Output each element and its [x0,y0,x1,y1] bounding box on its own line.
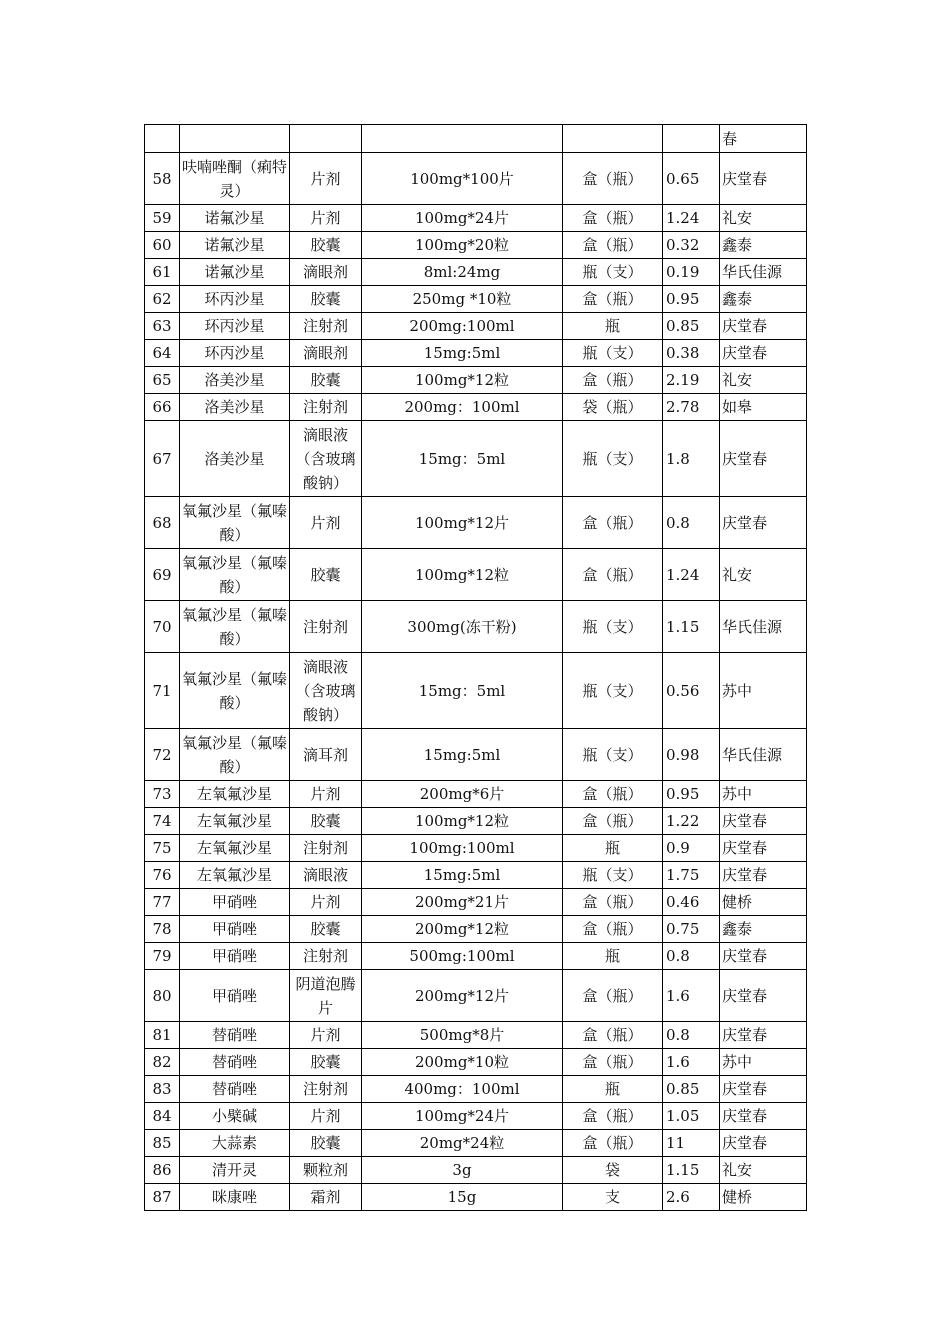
drug-name-cell: 诺氟沙星 [180,232,290,259]
package-unit-cell: 瓶（支） [563,259,663,286]
row-number-cell: 87 [145,1184,180,1211]
dosage-form-cell: 滴眼液 [290,862,362,889]
specification-cell: 100mg*20粒 [362,232,563,259]
row-number-cell: 65 [145,367,180,394]
dosage-form-cell: 胶囊 [290,286,362,313]
unit-price-cell: 1.05 [663,1103,720,1130]
manufacturer-cell: 礼安 [720,205,807,232]
manufacturer-cell: 鑫泰 [720,232,807,259]
package-unit-cell: 盒（瓶） [563,367,663,394]
specification-cell: 15mg:5ml [362,340,563,367]
drug-name-cell: 呋喃唑酮（痢特灵） [180,153,290,205]
specification-cell: 200mg：100ml [362,394,563,421]
drug-name-cell: 氧氟沙星（氟嗪酸） [180,729,290,781]
manufacturer-cell: 礼安 [720,549,807,601]
manufacturer-cell: 庆堂春 [720,970,807,1022]
row-number-cell: 72 [145,729,180,781]
row-number-cell: 85 [145,1130,180,1157]
dosage-form-cell: 注射剂 [290,943,362,970]
manufacturer-cell: 庆堂春 [720,835,807,862]
table-row [145,259,807,286]
unit-price-cell: 2.78 [663,394,720,421]
unit-price-cell: 0.65 [663,153,720,205]
unit-price-cell: 2.19 [663,367,720,394]
row-number-cell: 58 [145,153,180,205]
drug-price-table [144,124,807,1211]
specification-cell: 15mg：5ml [362,421,563,497]
unit-price-cell: 0.75 [663,916,720,943]
drug-name-cell: 环丙沙星 [180,340,290,367]
unit-price-cell: 11 [663,1130,720,1157]
table-row [145,340,807,367]
package-unit-cell: 袋 [563,1157,663,1184]
package-unit-cell: 瓶 [563,313,663,340]
package-unit-cell: 盒（瓶） [563,1022,663,1049]
specification-cell: 500mg:100ml [362,943,563,970]
row-number-cell: 63 [145,313,180,340]
dosage-form-cell: 片剂 [290,497,362,549]
dosage-form-cell: 片剂 [290,153,362,205]
row-number-cell: 81 [145,1022,180,1049]
table-row [145,1022,807,1049]
unit-price-cell: 1.6 [663,1049,720,1076]
specification-cell: 200mg*12片 [362,970,563,1022]
row-number-cell: 70 [145,601,180,653]
unit-price-cell: 1.6 [663,970,720,1022]
specification-cell: 100mg*12片 [362,497,563,549]
drug-name-cell: 诺氟沙星 [180,259,290,286]
row-number-cell [145,125,180,153]
drug-name-cell: 大蒜素 [180,1130,290,1157]
specification-cell: 3g [362,1157,563,1184]
package-unit-cell [563,125,663,153]
specification-cell: 200mg*21片 [362,889,563,916]
dosage-form-cell: 注射剂 [290,1076,362,1103]
row-number-cell: 83 [145,1076,180,1103]
specification-cell: 250mg *10粒 [362,286,563,313]
table-row [145,1076,807,1103]
drug-name-cell: 洛美沙星 [180,367,290,394]
unit-price-cell: 2.6 [663,1184,720,1211]
specification-cell: 100mg*12粒 [362,549,563,601]
table-row [145,497,807,549]
manufacturer-cell: 礼安 [720,1157,807,1184]
dosage-form-cell: 滴眼液（含玻璃酸钠） [290,653,362,729]
unit-price-cell: 0.46 [663,889,720,916]
package-unit-cell: 瓶（支） [563,653,663,729]
unit-price-cell: 0.19 [663,259,720,286]
unit-price-cell: 1.15 [663,601,720,653]
table-row [145,781,807,808]
drug-name-cell: 左氧氟沙星 [180,808,290,835]
unit-price-cell: 0.32 [663,232,720,259]
dosage-form-cell: 霜剂 [290,1184,362,1211]
table-row [145,286,807,313]
unit-price-cell: 0.38 [663,340,720,367]
manufacturer-cell: 春 [720,125,807,153]
manufacturer-cell: 苏中 [720,781,807,808]
row-number-cell: 77 [145,889,180,916]
package-unit-cell: 瓶（支） [563,340,663,367]
package-unit-cell: 盒（瓶） [563,549,663,601]
package-unit-cell: 盒（瓶） [563,1103,663,1130]
specification-cell: 500mg*8片 [362,1022,563,1049]
manufacturer-cell: 苏中 [720,653,807,729]
specification-cell [362,125,563,153]
specification-cell: 15g [362,1184,563,1211]
row-number-cell: 68 [145,497,180,549]
dosage-form-cell: 胶囊 [290,549,362,601]
manufacturer-cell: 庆堂春 [720,1022,807,1049]
manufacturer-cell: 鑫泰 [720,916,807,943]
drug-name-cell: 甲硝唑 [180,889,290,916]
table-row [145,653,807,729]
specification-cell: 200mg*12粒 [362,916,563,943]
unit-price-cell: 0.8 [663,943,720,970]
unit-price-cell: 1.15 [663,1157,720,1184]
specification-cell: 100mg*24片 [362,205,563,232]
drug-name-cell: 左氧氟沙星 [180,835,290,862]
drug-name-cell: 左氧氟沙星 [180,862,290,889]
package-unit-cell: 盒（瓶） [563,1049,663,1076]
unit-price-cell: 0.95 [663,781,720,808]
drug-name-cell: 氧氟沙星（氟嗪酸） [180,601,290,653]
row-number-cell: 82 [145,1049,180,1076]
dosage-form-cell: 胶囊 [290,1049,362,1076]
dosage-form-cell [290,125,362,153]
unit-price-cell: 0.8 [663,497,720,549]
package-unit-cell: 瓶 [563,1076,663,1103]
table-row [145,1130,807,1157]
table-row [145,232,807,259]
drug-name-cell [180,125,290,153]
package-unit-cell: 袋（瓶） [563,394,663,421]
table-row [145,862,807,889]
dosage-form-cell: 片剂 [290,1022,362,1049]
manufacturer-cell: 庆堂春 [720,421,807,497]
dosage-form-cell: 注射剂 [290,313,362,340]
specification-cell: 200mg*10粒 [362,1049,563,1076]
specification-cell: 200mg:100ml [362,313,563,340]
table-row [145,549,807,601]
unit-price-cell: 1.24 [663,205,720,232]
specification-cell: 100mg*100片 [362,153,563,205]
row-number-cell: 76 [145,862,180,889]
table-row [145,367,807,394]
drug-name-cell: 氧氟沙星（氟嗪酸） [180,497,290,549]
table-row [145,729,807,781]
specification-cell: 100mg*24片 [362,1103,563,1130]
unit-price-cell: 1.24 [663,549,720,601]
row-number-cell: 59 [145,205,180,232]
manufacturer-cell: 鑫泰 [720,286,807,313]
package-unit-cell: 瓶（支） [563,862,663,889]
table-row [145,835,807,862]
drug-name-cell: 咪康唑 [180,1184,290,1211]
drug-name-cell: 环丙沙星 [180,313,290,340]
row-number-cell: 67 [145,421,180,497]
package-unit-cell: 盒（瓶） [563,286,663,313]
manufacturer-cell: 庆堂春 [720,1076,807,1103]
package-unit-cell: 盒（瓶） [563,153,663,205]
dosage-form-cell: 滴眼剂 [290,259,362,286]
manufacturer-cell: 庆堂春 [720,808,807,835]
table-row [145,601,807,653]
manufacturer-cell: 庆堂春 [720,943,807,970]
table-row [145,1157,807,1184]
manufacturer-cell: 庆堂春 [720,497,807,549]
row-number-cell: 79 [145,943,180,970]
dosage-form-cell: 片剂 [290,889,362,916]
package-unit-cell: 瓶（支） [563,421,663,497]
manufacturer-cell: 庆堂春 [720,1103,807,1130]
table-row [145,1184,807,1211]
drug-name-cell: 甲硝唑 [180,916,290,943]
row-number-cell: 62 [145,286,180,313]
package-unit-cell: 盒（瓶） [563,781,663,808]
table-row [145,313,807,340]
row-number-cell: 73 [145,781,180,808]
dosage-form-cell: 胶囊 [290,367,362,394]
dosage-form-cell: 注射剂 [290,835,362,862]
unit-price-cell: 0.85 [663,313,720,340]
unit-price-cell: 0.56 [663,653,720,729]
drug-name-cell: 环丙沙星 [180,286,290,313]
table-row [145,1049,807,1076]
unit-price-cell: 0.85 [663,1076,720,1103]
dosage-form-cell: 胶囊 [290,808,362,835]
manufacturer-cell: 健桥 [720,1184,807,1211]
specification-cell: 20mg*24粒 [362,1130,563,1157]
drug-name-cell: 替硝唑 [180,1076,290,1103]
package-unit-cell: 盒（瓶） [563,232,663,259]
package-unit-cell: 盒（瓶） [563,808,663,835]
unit-price-cell: 1.75 [663,862,720,889]
specification-cell: 15mg：5ml [362,653,563,729]
table-row [145,1103,807,1130]
manufacturer-cell: 礼安 [720,367,807,394]
unit-price-cell: 0.98 [663,729,720,781]
drug-name-cell: 替硝唑 [180,1049,290,1076]
dosage-form-cell: 颗粒剂 [290,1157,362,1184]
row-number-cell: 80 [145,970,180,1022]
manufacturer-cell: 华氏佳源 [720,259,807,286]
table-row [145,943,807,970]
unit-price-cell: 0.95 [663,286,720,313]
table-row [145,394,807,421]
table-row [145,153,807,205]
dosage-form-cell: 胶囊 [290,916,362,943]
dosage-form-cell: 片剂 [290,205,362,232]
specification-cell: 100mg:100ml [362,835,563,862]
dosage-form-cell: 片剂 [290,781,362,808]
table-row [145,808,807,835]
drug-name-cell: 左氧氟沙星 [180,781,290,808]
row-number-cell: 84 [145,1103,180,1130]
manufacturer-cell: 华氏佳源 [720,601,807,653]
table-row [145,889,807,916]
table-row [145,421,807,497]
drug-name-cell: 甲硝唑 [180,943,290,970]
manufacturer-cell: 庆堂春 [720,862,807,889]
unit-price-cell: 1.22 [663,808,720,835]
dosage-form-cell: 滴眼液（含玻璃酸钠） [290,421,362,497]
manufacturer-cell: 庆堂春 [720,1130,807,1157]
package-unit-cell: 支 [563,1184,663,1211]
unit-price-cell: 0.9 [663,835,720,862]
package-unit-cell: 盒（瓶） [563,970,663,1022]
package-unit-cell: 盒（瓶） [563,497,663,549]
unit-price-cell: 0.8 [663,1022,720,1049]
dosage-form-cell: 滴眼剂 [290,340,362,367]
specification-cell: 15mg:5ml [362,862,563,889]
specification-cell: 200mg*6片 [362,781,563,808]
dosage-form-cell: 滴耳剂 [290,729,362,781]
row-number-cell: 71 [145,653,180,729]
row-number-cell: 69 [145,549,180,601]
unit-price-cell: 1.8 [663,421,720,497]
package-unit-cell: 盒（瓶） [563,916,663,943]
package-unit-cell: 盒（瓶） [563,889,663,916]
specification-cell: 300mg(冻干粉) [362,601,563,653]
drug-name-cell: 替硝唑 [180,1022,290,1049]
dosage-form-cell: 阴道泡腾片 [290,970,362,1022]
drug-name-cell: 氧氟沙星（氟嗪酸） [180,653,290,729]
specification-cell: 15mg:5ml [362,729,563,781]
dosage-form-cell: 注射剂 [290,394,362,421]
specification-cell: 8ml:24mg [362,259,563,286]
manufacturer-cell: 庆堂春 [720,313,807,340]
table-row [145,916,807,943]
specification-cell: 100mg*12粒 [362,367,563,394]
drug-name-cell: 诺氟沙星 [180,205,290,232]
dosage-form-cell: 胶囊 [290,1130,362,1157]
table-row [145,970,807,1022]
specification-cell: 400mg：100ml [362,1076,563,1103]
package-unit-cell: 瓶（支） [563,729,663,781]
row-number-cell: 78 [145,916,180,943]
package-unit-cell: 盒（瓶） [563,1130,663,1157]
table-body [145,125,807,1211]
drug-name-cell: 氧氟沙星（氟嗪酸） [180,549,290,601]
row-number-cell: 60 [145,232,180,259]
specification-cell: 100mg*12粒 [362,808,563,835]
row-number-cell: 86 [145,1157,180,1184]
dosage-form-cell: 片剂 [290,1103,362,1130]
drug-name-cell: 洛美沙星 [180,421,290,497]
manufacturer-cell: 庆堂春 [720,153,807,205]
table-row [145,205,807,232]
row-number-cell: 66 [145,394,180,421]
drug-name-cell: 洛美沙星 [180,394,290,421]
dosage-form-cell: 胶囊 [290,232,362,259]
package-unit-cell: 瓶（支） [563,601,663,653]
row-number-cell: 61 [145,259,180,286]
dosage-form-cell: 注射剂 [290,601,362,653]
manufacturer-cell: 苏中 [720,1049,807,1076]
manufacturer-cell: 健桥 [720,889,807,916]
drug-name-cell: 清开灵 [180,1157,290,1184]
unit-price-cell [663,125,720,153]
drug-name-cell: 甲硝唑 [180,970,290,1022]
row-number-cell: 75 [145,835,180,862]
manufacturer-cell: 庆堂春 [720,340,807,367]
row-number-cell: 74 [145,808,180,835]
manufacturer-cell: 如皋 [720,394,807,421]
row-number-cell: 64 [145,340,180,367]
package-unit-cell: 瓶 [563,835,663,862]
table-row [145,125,807,153]
manufacturer-cell: 华氏佳源 [720,729,807,781]
drug-name-cell: 小檗碱 [180,1103,290,1130]
package-unit-cell: 盒（瓶） [563,205,663,232]
package-unit-cell: 瓶 [563,943,663,970]
